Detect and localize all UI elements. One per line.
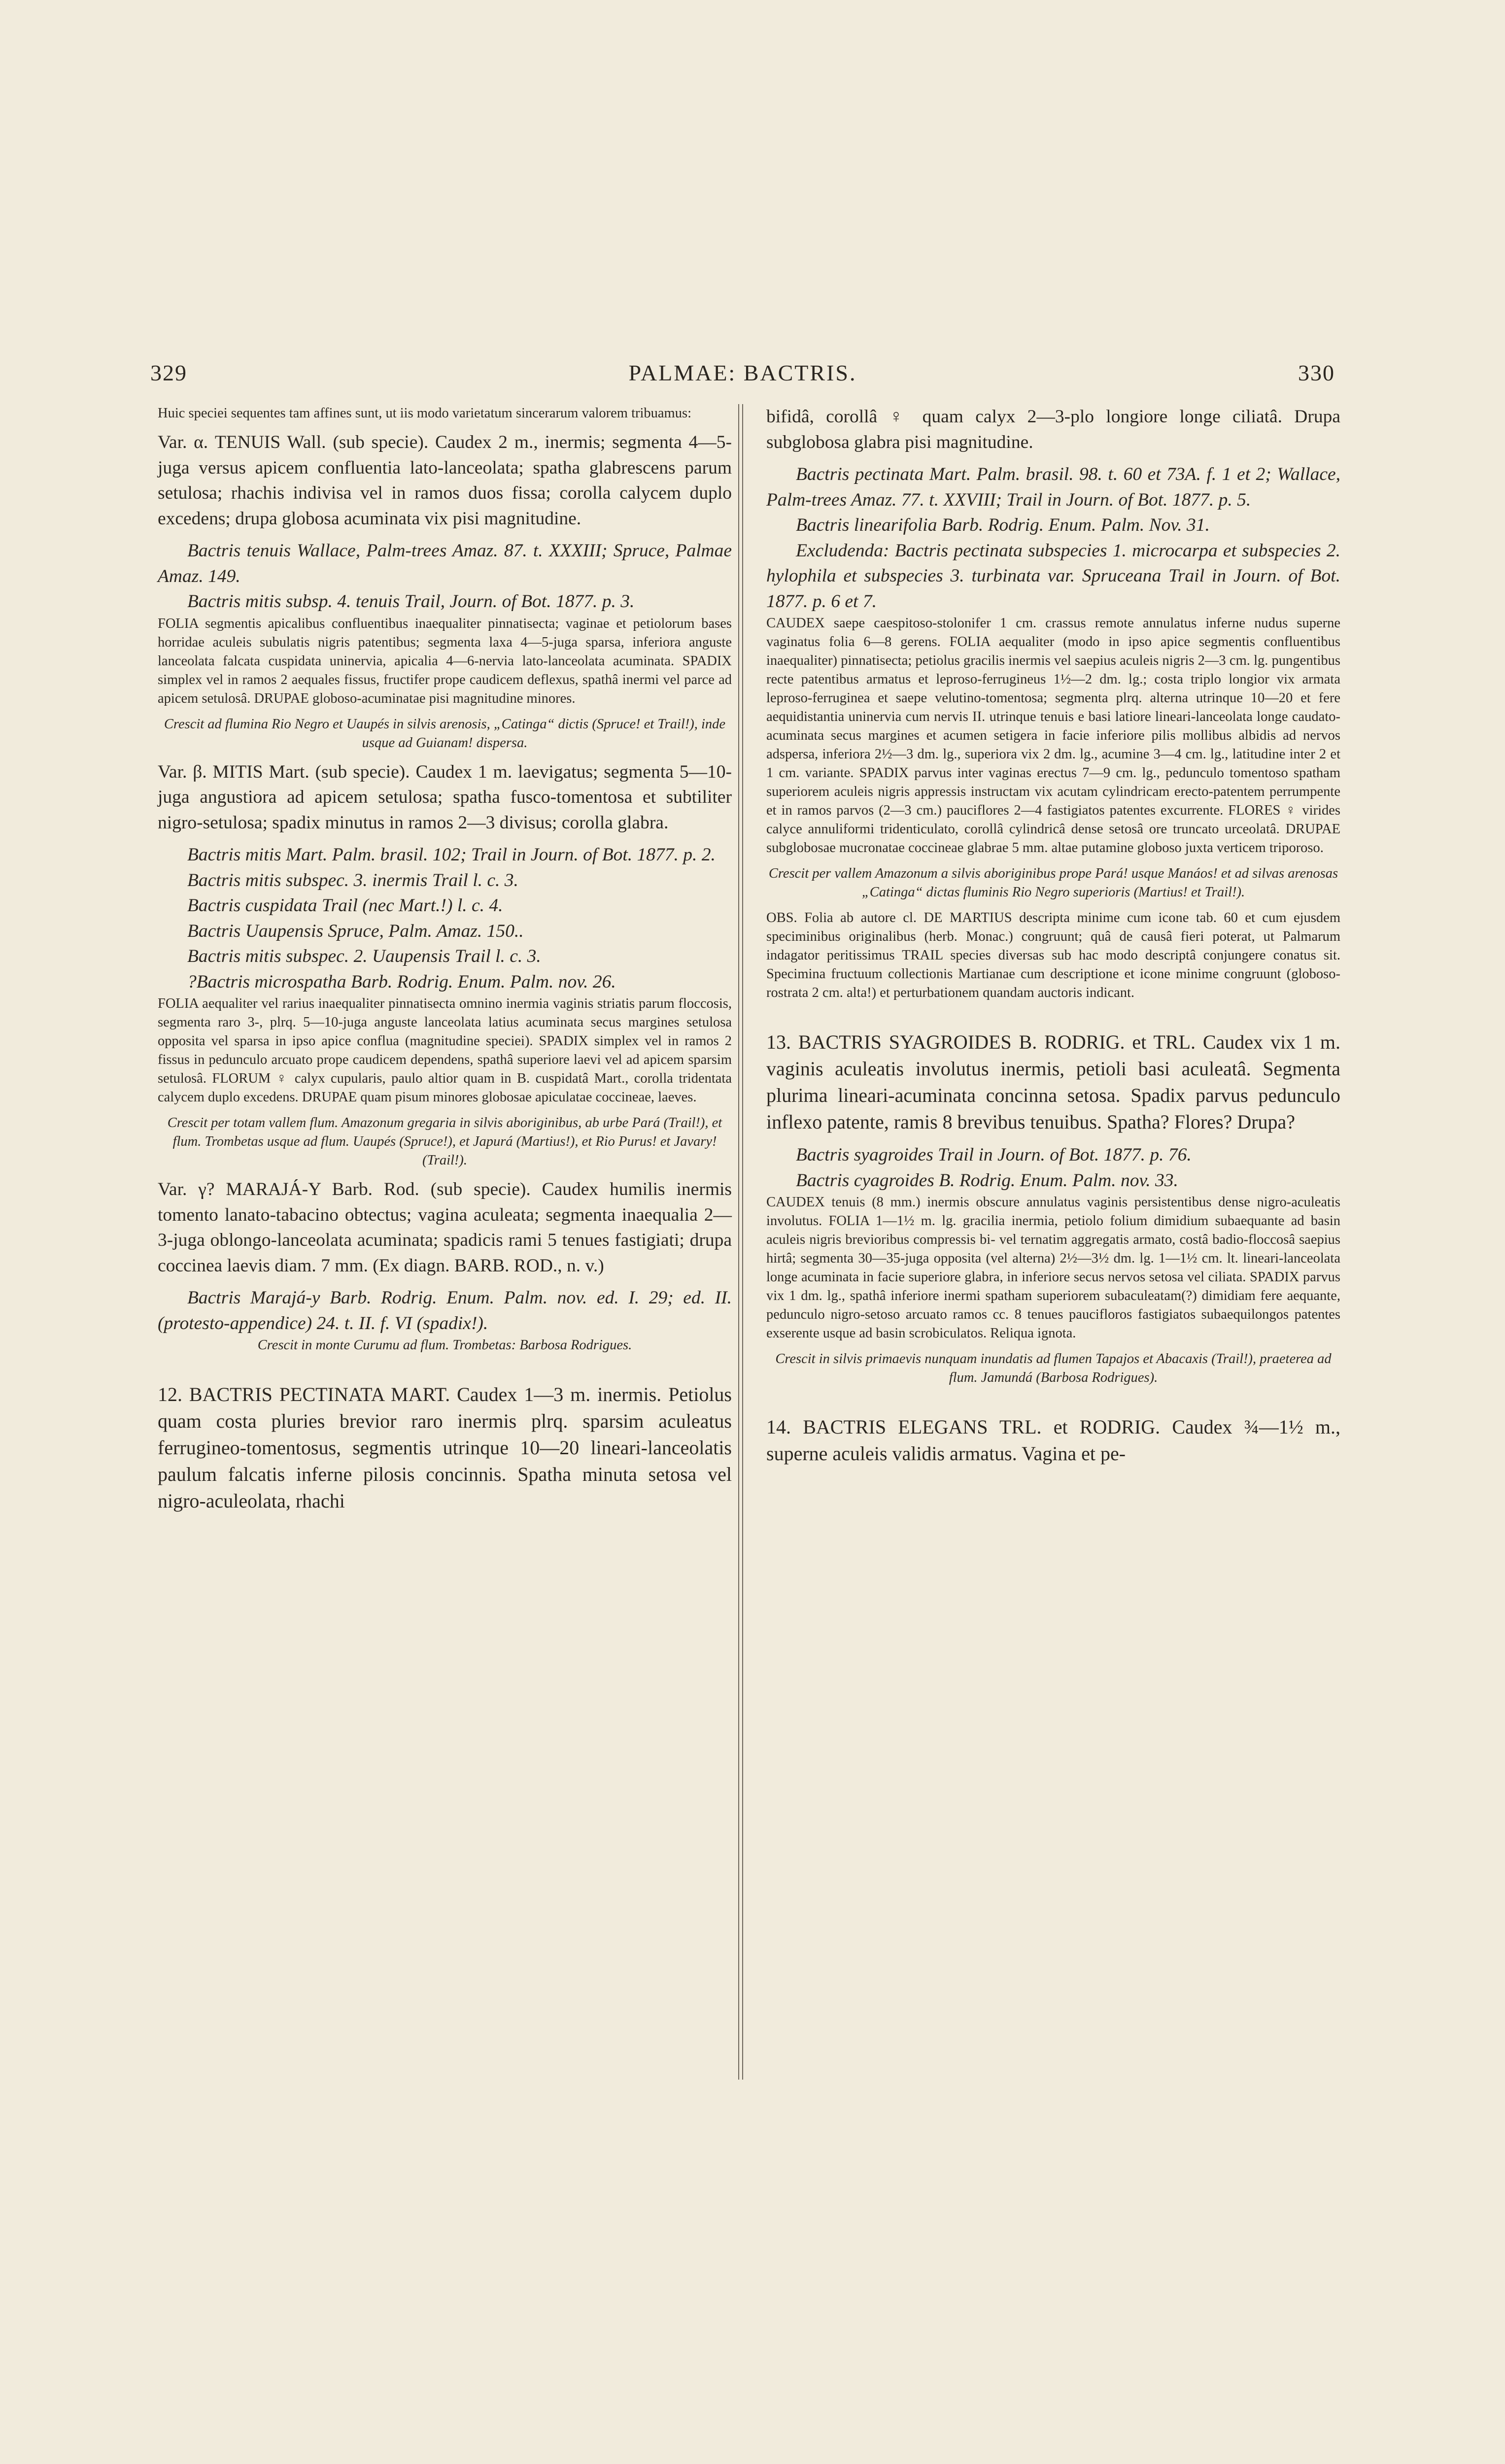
citation: Bactris pectinata Mart. Palm. brasil. 98. t. 60 et 73A. f. 1 et 2; Wallace, Palm-trees Amaz. 77. t. XXVIII; Trail in Journ. of Bot. 1877. p. 5.	[766, 464, 1340, 510]
running-title: PALMAE: BACTRIS.	[628, 360, 857, 385]
citation: Excludenda: Bactris pectinata subspecies 1. microcarpa et subspecies 2. hylophila et subspecies 3. turbinata var. Spruceana Trail in Journ. of Bot. 1877. p. 6 et 7.	[766, 540, 1340, 612]
citation: Bactris mitis subspec. 2. Uaupensis Trail l. c. 3.	[187, 946, 541, 966]
description-paragraph: CAUDEX saepe caespitoso-stolonifer 1 cm. crassus remote annulatus inferne nudus superne vaginatus folia 6—8 gerens. FOLIA aequaliter (modo in ipso apice segmentis confluentibus inaequaliter) pinnatisecta; petiolus gracilis inermis vel saepius aculeis nigris 2—3 cm. lg. pungentibus recte patentibus armatus et leproso-ferrugineus 1½—2 dm. lg.; costa triplo longior vix armata leproso-ferruginea et saepe velutino-tomentosa; segmenta plrq. alterna utrinque 10—20 et fere aequidistantia uninervia cum nervis II. utrinque tenuis e basi latiore lineari-lanceolata longe caudato-acuminata secus margines et acumen setigera in facie inferiore pilis mollibus albidis ad nervos adspersa, inferiora 2½—3 dm. lg., superiora vix 2 dm. lg., acumine 3—4 cm. lg., latitudine inter 2 et 1 cm. variante. SPADIX parvus inter vaginas erectus 7—9 cm. lg., pedunculo tomentoso spatham superiorem aculeis nigris appressis instructam vix acutam cylindricam erecto-patentem perrumpente et in ramos parvos (2—3 cm.) pauciflores 2—4 fastigiatos patentes excurrente. FLORES ♀ virides calyce annuliformi tridenticulato, corollâ cylindricâ dense setosâ ore truncato urceolatâ. DRUPAE subglobosae mucronatae coccineae glabrae 5 mm. altae putamine globoso juxta verticem triporoso.	[766, 616, 1340, 856]
species-heading: 12. BACTRIS PECTINATA MART. Caudex 1—3 m. inermis. Petiolus quam costa pluries brevior raro inermis plrq. sparsim aculeatus ferrugineo-tomentosus, segmentis utrinque 10—20 lineari-lanceolatis paulum falcatis inferne pilosis concinnis. Spatha minuta setosa vel nigro-aculeolata, rhachi	[158, 1383, 732, 1512]
paragraph: Var. γ? MARAJÁ-Y Barb. Rod. (sub specie). Caudex humilis inermis tomento lanato-tabacino obtectus; vagina aculeata; segmenta inaequalia 2—3-juga oblongo-lanceolata acuminata; spadicis rami 5 tenues fastigiati; drupa coccinea laevis diam. 7 mm. (Ex diagn. BARB. ROD., n. v.)	[158, 1179, 732, 1276]
description-paragraph: FOLIA aequaliter vel rarius inaequaliter pinnatisecta omnino inermia vaginis striatis parum floccosis, segmenta raro 3-, plrq. 5—10-juga anguste lanceolata latius acuminata secus margines setulosa opposita vel sparsa in ipso apice conflua (magnitudine speciei). SPADIX simplex vel in ramos 2 fissus in pedunculo arcuato prope caudicem dependens, spathâ superiore laevi vel ad apicem sparsim setulosâ. FLORUM ♀ calyx cupularis, paulo altior quam in B. cuspidatâ Mart., corolla tridentata calycem duplo excedens. DRUPAE quam pisum minores globosae apiculatae coccineae, laeves.	[158, 996, 732, 1105]
description-paragraph: FOLIA segmentis apicalibus confluentibus inaequaliter pinnatisecta; vaginae et petiolorum bases horridae aculeis subulatis nigris patentibus; segmenta laxa 4—5-juga sparsa, inferiora anguste lanceolata falcata cuspidata uninervia, apicalia 4—6-nervia lato-lanceolata acuminata. SPADIX simplex vel in ramos 2 aequales fissus, fructifer prope caudicem deflexus, spathâ inermi vel parce ad apicem setulosâ. DRUPAE globoso-acuminatae pisi magnitudine minores.	[158, 616, 732, 706]
running-header	[150, 360, 1335, 399]
citation: Bactris cuspidata Trail (nec Mart.!) l. c. 4.	[187, 895, 503, 916]
citation: Bactris mitis subspec. 3. inermis Trail l. c. 3.	[187, 870, 518, 890]
citation: Bactris linearifolia Barb. Rodrig. Enum. Palm. Nov. 31.	[796, 515, 1210, 535]
citation: Bactris mitis Mart. Palm. brasil. 102; Trail in Journ. of Bot. 1877. p. 2.	[187, 845, 716, 865]
locality-note: Crescit ad flumina Rio Negro et Uaupés in silvis arenosis, „Catinga“ dictis (Spruce! et Trail!), inde usque ad Guianam! dispersa.	[164, 716, 726, 751]
description-paragraph: Huic speciei sequentes tam affines sunt, ut iis modo varietatum sincerarum valorem tribuamus:	[158, 406, 691, 421]
locality-note: Crescit in silvis primaevis nunquam inundatis ad flumen Tapajos et Abacaxis (Trail!), praeterea ad flum. Jamundá (Barbosa Rodrigues).	[775, 1351, 1332, 1385]
citation: Bactris Marajá-y Barb. Rodrig. Enum. Palm. nov. ed. I. 29; ed. II. (protesto-appendice) 24. t. II. f. VI (spadix!).	[158, 1288, 732, 1334]
section-gap	[766, 1009, 1340, 1029]
description-paragraph: CAUDEX tenuis (8 mm.) inermis obscure annulatus vaginis persistentibus dense nigro-aculeatis involutus. FOLIA 1—1½ m. lg. gracilia inermia, petiolo folium dimidium subaequante ad basin aculeis nigris brevioribus compressis bi- vel ternatim aggregatis armato, costâ badio-floccosâ saepius hirtâ; segmenta 30—35-juga opposita (vel alterna) 2½—3½ dm. lg. 1—1½ cm. lt. lineari-lanceolata longe acuminata in facie superiore glabra, in inferiore secus nervos setosa vel ciliata. SPADIX parvus vix 1 dm. lg., spathâ inferiore inermi spatham superiorem subaculeatam(?) dimidiam fere aequante, pedunculo nigro-setoso arcuato ramos cc. 8 tenues paucifloros fastigiatos subaequilongos patentes exserente usque ad basin scrobiculatos. Reliqua ignota.	[766, 1195, 1340, 1341]
column-rule-right	[742, 404, 743, 2080]
right-column	[766, 404, 1340, 1474]
locality-note: Crescit per vallem Amazonum a silvis aboriginibus prope Pará! usque Manáos! et ad silvas arenosas „Catinga“ dictas fluminis Rio Negro superioris (Martius! et Trail!).	[768, 866, 1338, 900]
citation: Bactris tenuis Wallace, Palm-trees Amaz. 87. t. XXXIII; Spruce, Palmae Amaz. 149.	[158, 541, 732, 586]
section-gap	[766, 1394, 1340, 1414]
left-page-number: 329	[150, 360, 187, 385]
column-rule-left	[738, 404, 739, 2080]
paragraph: Var. β. MITIS Mart. (sub specie). Caudex 1 m. laevigatus; segmenta 5—10-juga angustiora ad apicem setulosa; spatha fusco-tomentosa et subtiliter nigro-setulosa; spadix minutus in ramos 2—3 divisus; corolla glabra.	[158, 761, 732, 833]
locality-note: Crescit per totam vallem flum. Amazonum gregaria in silvis aboriginibus, ab urbe Pará (Trail!), et flum. Trombetas usque ad flum. Uaupés (Spruce!), et Japurá (Martius!), et Rio Purus! et Javary! (Trail!).	[167, 1115, 722, 1168]
locality-note: Crescit in monte Curumu ad flum. Trombetas: Barbosa Rodrigues.	[257, 1337, 632, 1353]
paragraph: Var. α. TENUIS Wall. (sub specie). Caudex 2 m., inermis; segmenta 4—5-juga versus apicem confluentia lato-lanceolata; spatha glabrescens parum setulosa; rhachis indivisa vel in ramos duos fissa; corolla calycem duplo excedens; drupa globosa acuminata vix pisi magnitudine.	[158, 432, 732, 529]
description-paragraph: OBS. Folia ab autore cl. DE MARTIUS descripta minime cum icone tab. 60 et cum ejusdem speciminibus originalibus (herb. Monac.) congruunt; quâ de causâ fieri poterat, ut Palmarum indagator peritissimus TRAIL species diversas sub hac modo descriptâ conjungere conatus sit. Specimina fructuum collectionis Martianae cum descriptione et icone minime congruunt (globoso-rostrata 2 cm. alta!) et perturbationem quandam auctoris indicant.	[766, 910, 1340, 1000]
section-gap	[158, 1362, 732, 1381]
citation: Bactris mitis subsp. 4. tenuis Trail, Journ. of Bot. 1877. p. 3.	[187, 591, 635, 612]
paragraph: bifidâ, corollâ ♀ quam calyx 2—3-plo longiore longe ciliatâ. Drupa subglobosa glabra pisi magnitudine.	[766, 407, 1340, 452]
citation: ?Bactris microspatha Barb. Rodrig. Enum. Palm. nov. 26.	[187, 971, 616, 992]
species-heading: 13. BACTRIS SYAGROIDES B. RODRIG. et TRL. Caudex vix 1 m. vaginis aculeatis involutus inermis, petioli basi aculeatâ. Segmenta plurima lineari-acuminata concinna setosa. Spadix parvus pedunculo inflexo patente, ramis 8 brevibus tenuibus. Spatha? Flores? Drupa?	[766, 1031, 1340, 1133]
citation: Bactris Uaupensis Spruce, Palm. Amaz. 150..	[187, 921, 524, 941]
citation: Bactris cyagroides B. Rodrig. Enum. Palm. nov. 33.	[796, 1170, 1178, 1191]
species-heading: 14. BACTRIS ELEGANS TRL. et RODRIG. Caudex ¾—1½ m., superne aculeis validis armatus. Vagina et pe-	[766, 1416, 1340, 1465]
citation: Bactris syagroides Trail in Journ. of Bot. 1877. p. 76.	[796, 1145, 1192, 1165]
right-page-number: 330	[1298, 360, 1335, 385]
left-column	[158, 404, 732, 1521]
